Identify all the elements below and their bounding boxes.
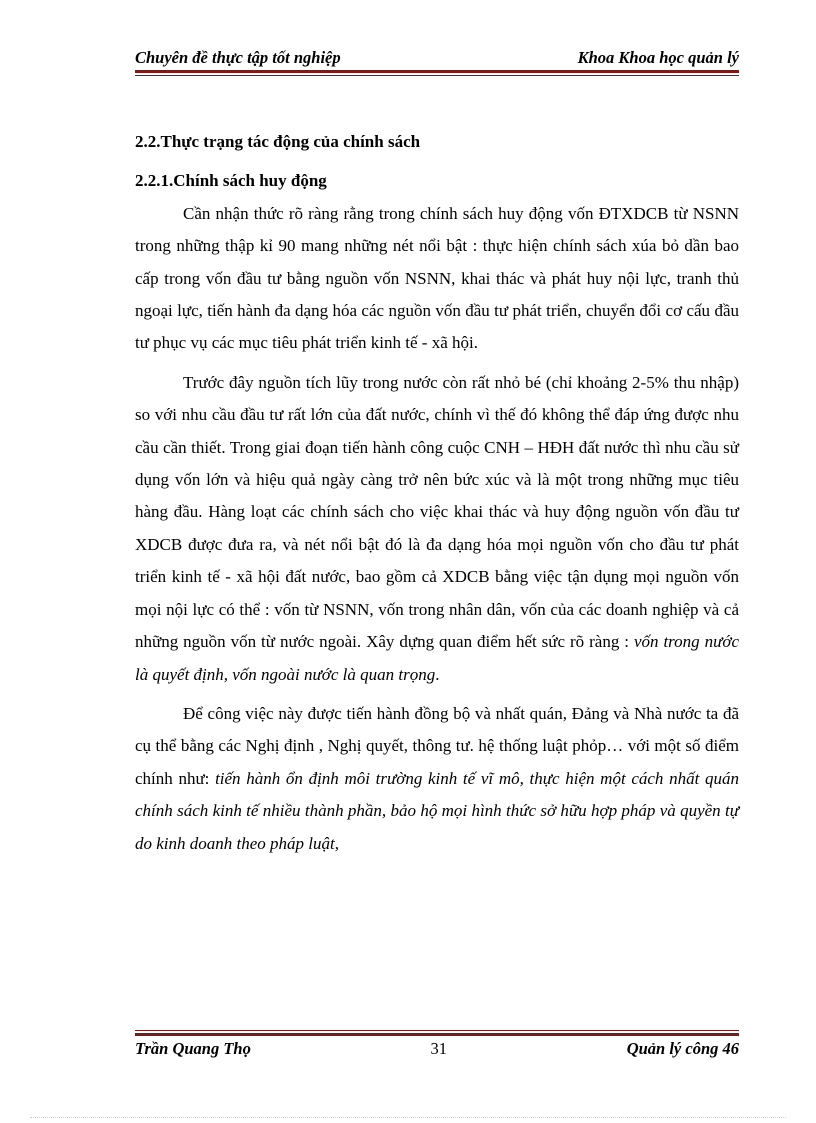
page-body bbox=[135, 126, 739, 867]
footer-author: Trần Quang Thọ bbox=[135, 1039, 251, 1058]
page-footer bbox=[135, 1039, 739, 1059]
paragraph-3-emphasis: tiến hành ổn định môi trường kinh tế vĩ mô, thực hiện một cách nhất quán chính sách kinh tế nhiều thành phần, bảo hộ mọi hình thức sở hữu hợp pháp và quyền tự do kinh doanh theo pháp luật, bbox=[135, 768, 739, 853]
paragraph-2-text: Trước đây nguồn tích lũy trong nước còn rất nhỏ bé (chỉ khoảng 2-5% thu nhập) so với nhu cầu đầu tư rất lớn của đất nước, chính vì thế đó không thể đáp ứng được nhu cầu cần thiết. Trong giai đoạn tiến hành công cuộc CNH – HĐH đất nước thì nhu cầu sử dụng vốn lớn và hiệu quả ngày càng trở nên bức xúc và là một trong những mục tiêu hàng đầu. Hàng loạt các chính sách cho việc khai thác và huy động nguồn vốn đầu tư XDCB được đưa ra, và nét nổi bật đó là đa dạng hóa mọi nguồn vốn cho đầu tư phát triển kinh tế - xã hội đất nước, bao gồm cả XDCB bằng việc tận dụng mọi nguồn vốn mọi nội lực có thể : vốn từ NSNN, vốn trong nhân dân, vốn của các doanh nghiệp và cả những nguồn vốn từ nước ngoài. Xây dựng quan điểm hết sức rõ ràng : bbox=[135, 372, 739, 652]
paragraph-1-text: Cần nhận thức rõ ràng rằng trong chính sách huy động vốn ĐTXDCB từ NSNN trong những thập kỉ 90 mang những nét nổi bật : thực hiện chính sách xúa bỏ dần bao cấp trong vốn đầu tư bằng nguồn vốn NSNN, khai thác và phát huy nội lực, tranh thủ ngoại lực, tiến hành đa dạng hóa các nguồn vốn đầu tư phát triển, chuyển đổi cơ cấu đầu tư phục vụ các mục tiêu phát triển kinh tế - xã hội. bbox=[135, 203, 739, 353]
header-right-faculty: Khoa Khoa học quản lý bbox=[577, 48, 739, 67]
section-heading: 2.2.Thực trạng tác động của chính sách bbox=[135, 132, 421, 151]
page-number: 31 bbox=[430, 1039, 448, 1058]
page-header bbox=[135, 48, 739, 68]
header-left-title: Chuyên đề thực tập tốt nghiệp bbox=[135, 48, 341, 67]
subsection-heading: 2.2.1.Chính sách huy động bbox=[135, 171, 327, 191]
header-rule-thin bbox=[135, 75, 739, 76]
paragraph-3 bbox=[135, 698, 739, 860]
footer-rule-thin bbox=[135, 1030, 739, 1031]
page-edge-dotted-line bbox=[30, 1117, 786, 1118]
paragraph-2 bbox=[135, 367, 739, 691]
header-rule-thick bbox=[135, 70, 739, 73]
paragraph-3-text: Để công việc này được tiến hành đồng bộ và nhất quán, Đảng và Nhà nước ta đã cụ thể bằng các Nghị định , Nghị quyết, thông tư. hệ thống luật phỏp… với một số điểm chính như: bbox=[135, 703, 739, 788]
paragraph-2-end: . bbox=[435, 664, 440, 684]
footer-course: Quản lý công 46 bbox=[626, 1039, 739, 1058]
footer-rule-thick bbox=[135, 1033, 739, 1036]
paragraph-2-emphasis: vốn trong nước là quyết định, vốn ngoài nước là quan trọng bbox=[135, 632, 739, 684]
paragraph-1 bbox=[135, 198, 739, 360]
